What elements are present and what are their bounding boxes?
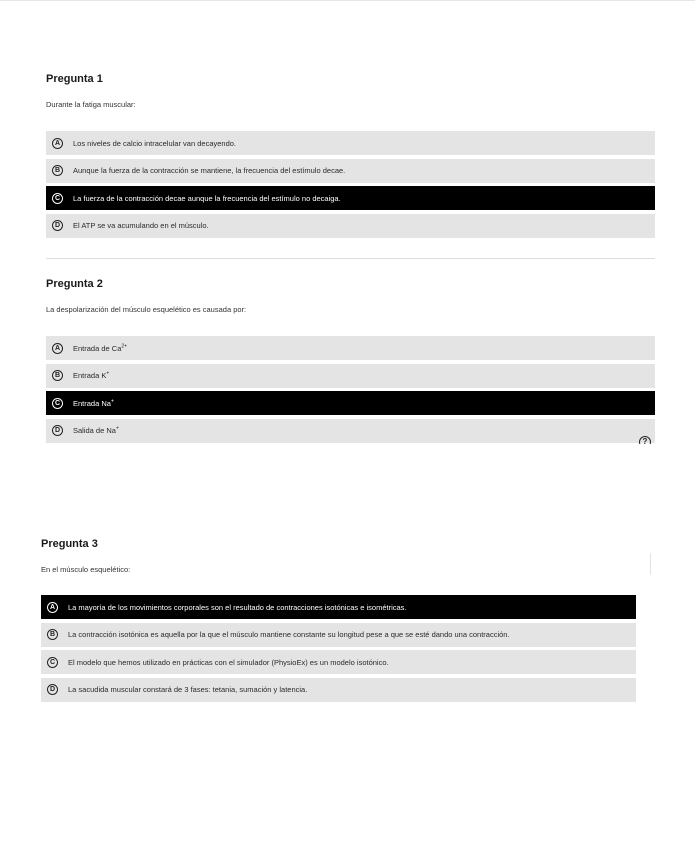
option-d[interactable] xyxy=(41,678,636,702)
option-text: Salida de Na+ xyxy=(73,425,119,435)
question-3 xyxy=(41,538,130,574)
question-title: Pregunta 2 xyxy=(46,278,103,290)
question-prompt: En el músculo esquelético: xyxy=(41,565,131,574)
option-text: La contracción isotónica es aquella por la que el músculo mantiene constante su longitud pese a que se esté dando una contracción. xyxy=(68,630,510,639)
option-superscript: + xyxy=(110,398,114,404)
scrollbar[interactable] xyxy=(650,553,651,575)
option-text: El ATP se va acumulando en el músculo. xyxy=(73,221,209,230)
help-icon[interactable] xyxy=(639,436,653,444)
option-d[interactable] xyxy=(46,214,655,238)
option-letter: B xyxy=(47,629,58,640)
question-2 xyxy=(46,278,246,314)
option-c[interactable] xyxy=(41,650,636,674)
option-a[interactable] xyxy=(46,131,655,155)
option-letter: C xyxy=(52,398,63,409)
option-a[interactable] xyxy=(46,336,655,360)
question-title: Pregunta 1 xyxy=(46,73,103,85)
option-text: Los niveles de calcio intracelular van decayendo. xyxy=(73,138,237,148)
option-b[interactable] xyxy=(46,159,655,183)
option-text: Entrada K+ xyxy=(73,370,110,380)
option-letter: A xyxy=(52,138,63,149)
question-1 xyxy=(46,73,136,109)
option-letter: A xyxy=(52,343,63,354)
option-b[interactable] xyxy=(46,364,655,388)
option-text: La mayoría de los movimientos corporales son el resultado de contracciones isotónicas e isométricas. xyxy=(68,602,407,612)
option-d[interactable] xyxy=(46,419,655,443)
top-border xyxy=(0,0,695,1)
option-letter: C xyxy=(47,657,58,668)
option-superscript: + xyxy=(115,425,119,432)
option-superscript: + xyxy=(106,370,110,377)
options-q1 xyxy=(46,131,655,241)
option-text: El modelo que hemos utilizado en prácticas con el simulador (PhysioEx) es un modelo isotónico. xyxy=(68,657,389,667)
option-a[interactable] xyxy=(41,595,636,619)
question-title: Pregunta 3 xyxy=(41,538,98,550)
option-text: Entrada de $Ca^{2+}$ xyxy=(73,343,128,353)
option-c[interactable] xyxy=(46,186,655,210)
option-b[interactable] xyxy=(41,623,636,647)
option-letter: C xyxy=(52,193,63,204)
option-letter: B xyxy=(52,370,63,381)
option-letter: D xyxy=(47,684,58,695)
options-q2 xyxy=(46,336,655,446)
question-prompt: La despolarización del músculo esquelético es causada por: xyxy=(46,305,247,314)
option-letter: B xyxy=(52,165,63,176)
option-text: La fuerza de la contracción decae aunque la frecuencia del estímulo no decaiga. xyxy=(73,193,341,203)
option-letter: D xyxy=(52,425,63,436)
option-text: La sacudida muscular constará de 3 fases: tetania, sumación y latencia. xyxy=(68,685,308,694)
section-divider xyxy=(46,258,655,259)
option-text: Entrada Na+ xyxy=(73,398,114,408)
question-prompt: Durante la fatiga muscular: xyxy=(46,100,136,109)
option-superscript: 2+ xyxy=(121,343,128,349)
option-letter: D xyxy=(52,220,63,231)
options-q3 xyxy=(41,595,636,705)
help-glyph: ? xyxy=(639,436,651,444)
option-letter: A xyxy=(47,602,58,613)
option-c[interactable] xyxy=(46,391,655,415)
option-text: Aunque la fuerza de la contracción se mantiene, la frecuencia del estímulo decae. xyxy=(73,166,346,175)
